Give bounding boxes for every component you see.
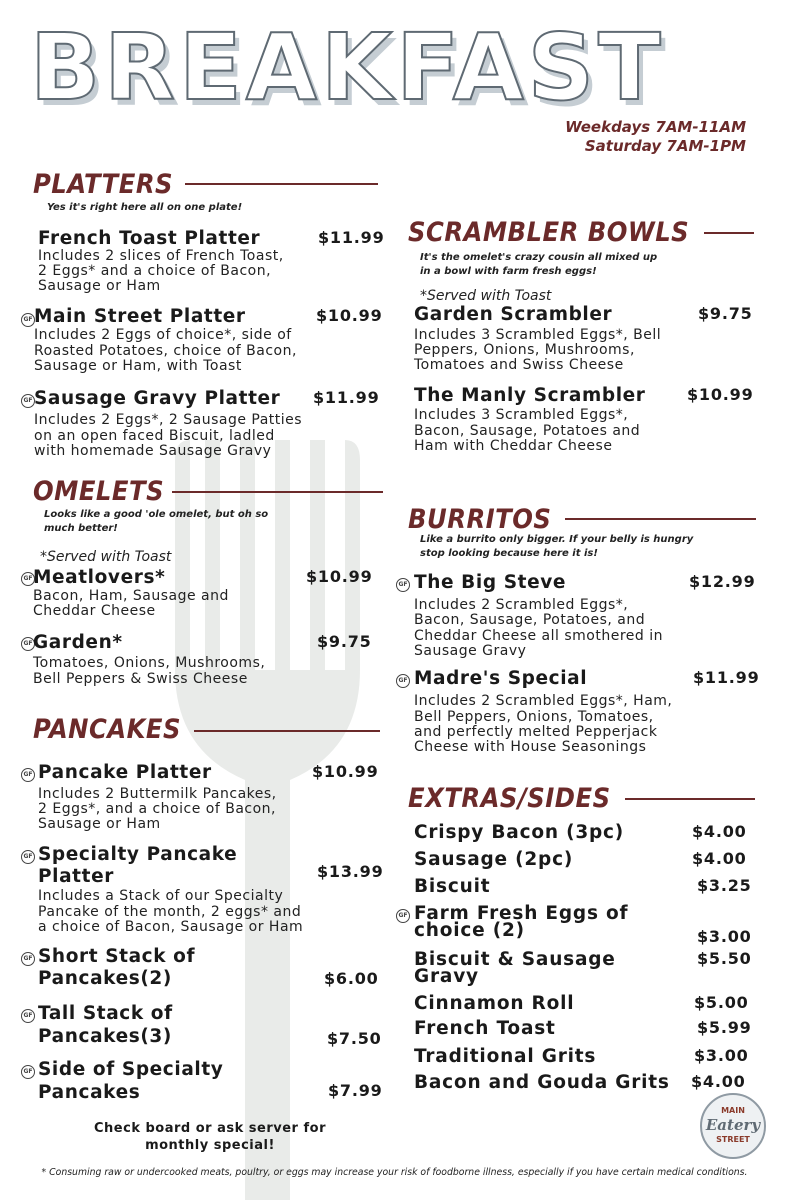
menu-item-desc: Tomatoes and Swiss Cheese [414,357,624,373]
platters-tagline: Yes it's right here all on one plate! [47,202,243,213]
menu-item-name: Short Stack of [38,946,196,967]
page-title: BREAKFAST [30,14,665,121]
menu-item-name: Platter [38,866,114,887]
platters-rule [185,183,378,185]
menu-item-desc: Bacon, Ham, Sausage and [33,588,229,604]
menu-item-desc: Includes 2 Eggs of choice*, side of [34,327,292,343]
menu-item-price: $7.50 [327,1029,382,1048]
foodborne-illness-disclaimer: * Consuming raw or undercooked meats, poultry, or eggs may increase your risk of foodborne illness, especially if you have certain medical conditions. [41,1167,748,1178]
extra-item-price: $3.00 [694,1046,749,1065]
served-with-toast-note: *Served with Toast [40,549,172,565]
gluten-free-icon: GF [21,952,35,966]
menu-item-desc: Bell Peppers, Onions, Tomatoes, [414,709,654,725]
menu-item-desc: Includes 3 Scrambled Eggs*, [414,407,629,423]
menu-item-desc: Includes 2 Buttermilk Pancakes, [38,786,277,802]
extra-item-price: $5.99 [697,1018,752,1037]
menu-item-desc: Bacon, Sausage, Potatoes and [414,423,641,439]
monthly-special-note: monthly special! [145,1138,275,1153]
menu-item-name: The Big Steve [414,572,567,593]
extra-item-name: French Toast [414,1018,556,1039]
menu-item-name: Madre's Special [414,668,588,689]
gluten-free-icon: GF [21,1009,35,1023]
menu-item-price: $10.99 [306,567,373,586]
menu-item-desc: Includes 2 Eggs*, 2 Sausage Patties [34,412,303,428]
menu-item-price: $11.99 [318,228,385,247]
menu-item-desc: Cheese with House Seasonings [414,739,647,755]
menu-item-name: Pancake Platter [38,762,212,783]
menu-item-desc: Bell Peppers & Swiss Cheese [33,671,248,687]
menu-item-name: Pancakes [38,1082,141,1103]
menu-item-desc: Roasted Potatoes, choice of Bacon, [34,343,297,359]
logo-text-top: MAIN [721,1106,745,1115]
menu-item-desc: Sausage or Ham, with Toast [34,358,242,374]
menu-item-price: $10.99 [687,385,754,404]
gluten-free-icon: GF [21,768,35,782]
menu-item-price: $12.99 [689,572,756,591]
menu-item-desc: 2 Eggs* and a choice of Bacon, [38,263,272,279]
hours-weekdays: Weekdays 7AM-11AM [565,118,746,136]
gluten-free-icon: GF [21,313,35,327]
extras-rule [625,798,755,800]
scrambler-rule [704,232,754,234]
menu-item-desc: Ham with Cheddar Cheese [414,438,613,454]
menu-item-desc: Includes a Stack of our Specialty [38,888,284,904]
scrambler-tagline: in a bowl with farm fresh eggs! [420,266,597,277]
extra-item-price: $4.00 [692,849,747,868]
logo-text-bottom: STREET [716,1135,750,1144]
menu-item-desc: 2 Eggs*, and a choice of Bacon, [38,801,276,817]
extras-heading: EXTRAS/SIDES [408,783,611,814]
menu-item-desc: Sausage or Ham [38,278,161,294]
gluten-free-icon: GF [21,1065,35,1079]
menu-item-price: $7.99 [328,1081,383,1100]
extra-item-price: $3.25 [697,876,752,895]
menu-item-price: $10.99 [312,762,379,781]
logo-text-middle: Eatery [705,1116,761,1134]
menu-item-desc: Includes 3 Scrambled Eggs*, Bell [414,327,662,343]
extra-item-name: Bacon and Gouda Grits [414,1072,670,1093]
menu-item-desc: Includes 2 slices of French Toast, [38,248,284,264]
scrambler-tagline: It's the omelet's crazy cousin all mixed up [420,252,658,263]
gluten-free-icon: GF [21,850,35,864]
menu-item-name: Sausage Gravy Platter [34,388,281,409]
menu-item-name: Side of Specialty [38,1059,224,1080]
extra-item-name: Biscuit [414,876,491,897]
gluten-free-icon: GF [21,394,35,408]
menu-item-name: Specialty Pancake [38,844,238,865]
extra-item-name: Sausage (2pc) [414,849,574,870]
served-with-toast-note: *Served with Toast [420,288,552,304]
scrambler-bowls-heading: SCRAMBLER BOWLS [408,217,690,248]
monthly-special-note: Check board or ask server for [94,1121,326,1136]
extra-item-name: Gravy [414,966,479,987]
extra-item-name: Cinnamon Roll [414,993,575,1014]
menu-item-desc: Sausage Gravy [414,643,527,659]
menu-item-price: $11.99 [313,388,380,407]
omelets-tagline: Looks like a good 'ole omelet, but oh so [44,509,269,520]
extra-item-name: Biscuit & Sausage [414,949,616,970]
gluten-free-icon: GF [396,674,410,688]
menu-item-name: French Toast Platter [38,228,261,249]
hours-saturday: Saturday 7AM-1PM [584,137,746,155]
menu-item-desc: Includes 2 Scrambled Eggs*, [414,597,629,613]
main-street-eatery-logo [700,1093,766,1159]
menu-item-price: $9.75 [698,304,753,323]
menu-item-desc: Sausage or Ham [38,816,161,832]
menu-item-desc: Includes 2 Scrambled Eggs*, Ham, [414,693,673,709]
gluten-free-icon: GF [21,572,35,586]
menu-item-price: $6.00 [324,969,379,988]
burritos-heading: BURRITOS [408,504,552,535]
extra-item-price: $4.00 [691,1072,746,1091]
menu-item-desc: on an open faced Biscuit, ladled [34,428,275,444]
menu-item-desc: Pancake of the month, 2 eggs* and [38,904,302,920]
menu-item-name: Pancakes(2) [38,968,172,989]
menu-item-name: Main Street Platter [34,306,246,327]
pancakes-rule [194,730,380,732]
menu-item-desc: and perfectly melted Pepperjack [414,724,658,740]
extra-item-name: choice (2) [414,920,525,941]
menu-item-price: $10.99 [316,306,383,325]
menu-item-name: The Manly Scrambler [414,385,646,406]
extra-item-price: $4.00 [692,822,747,841]
omelets-heading: OMELETS [33,476,165,507]
menu-item-name: Garden Scrambler [414,304,613,325]
menu-item-price: $9.75 [317,632,372,651]
menu-item-desc: with homemade Sausage Gravy [34,443,272,459]
extra-item-name: Crispy Bacon (3pc) [414,822,625,843]
menu-item-name: Meatlovers* [33,567,166,588]
menu-item-desc: Peppers, Onions, Mushrooms, [414,342,635,358]
menu-item-desc: Bacon, Sausage, Potatoes, and [414,612,646,628]
menu-item-desc: Tomatoes, Onions, Mushrooms, [33,655,266,671]
menu-item-name: Pancakes(3) [38,1026,172,1047]
extra-item-price: $5.50 [697,949,752,968]
menu-item-price: $13.99 [317,862,384,881]
gluten-free-icon: GF [21,637,35,651]
burritos-rule [565,518,756,520]
gluten-free-icon: GF [396,578,410,592]
burritos-tagline: stop looking because here it is! [420,548,598,559]
menu-item-name: Garden* [33,632,123,653]
menu-item-name: Tall Stack of [38,1003,173,1024]
platters-heading: PLATTERS [33,169,174,200]
menu-item-desc: Cheddar Cheese [33,603,156,619]
extra-item-name: Traditional Grits [414,1046,597,1067]
gluten-free-icon: GF [396,909,410,923]
menu-item-price: $11.99 [693,668,760,687]
omelets-tagline: much better! [44,523,118,534]
extra-item-price: $5.00 [694,993,749,1012]
extra-item-name: Farm Fresh Eggs of [414,903,629,924]
extra-item-price: $3.00 [697,927,752,946]
pancakes-heading: PANCAKES [33,714,181,745]
burritos-tagline: Like a burrito only bigger. If your belly is hungry [420,534,694,545]
omelets-rule [172,491,383,493]
menu-item-desc: Cheddar Cheese all smothered in [414,628,663,644]
menu-item-desc: a choice of Bacon, Sausage or Ham [38,919,304,935]
